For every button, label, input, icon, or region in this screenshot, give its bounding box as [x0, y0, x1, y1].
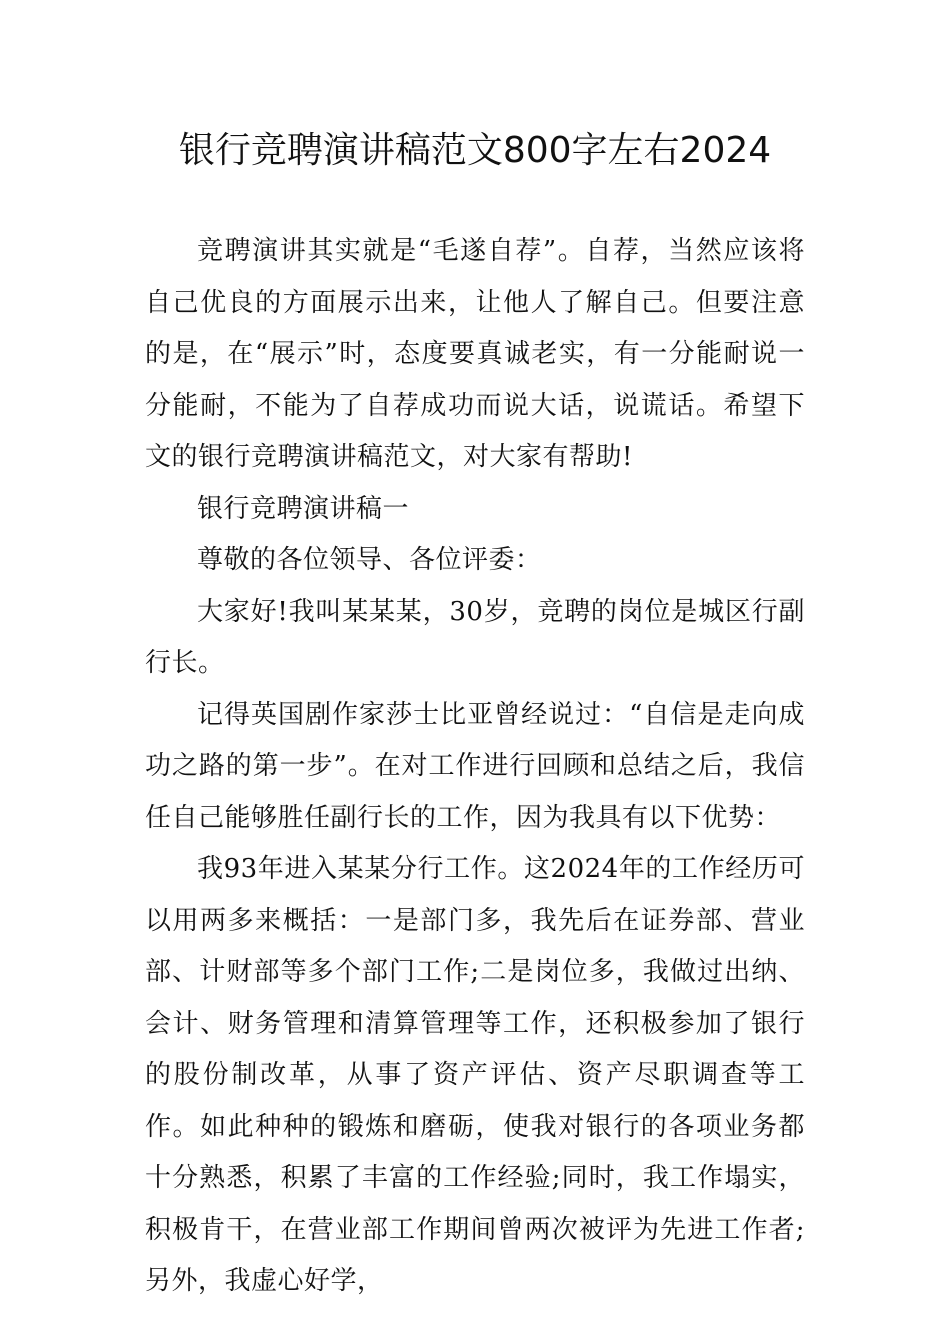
document-body	[145, 226, 805, 1308]
intro-paragraph: 竞聘演讲其实就是“毛遂自荐”。自荐，当然应该将自己优良的方面展示出来，让他人了解自己。但要注意的是，在“展示”时，态度要真诚老实，有一分能耐说一分能耐，不能为了自荐成功而说大话，说谎话。希望下文的银行竞聘演讲稿范文，对大家有帮助!	[145, 236, 805, 472]
quote-paragraph: 记得英国剧作家莎士比亚曾经说过：“自信是走向成功之路的第一步”。在对工作进行回顾和总结之后，我信任自己能够胜任副行长的工作，因为我具有以下优势：	[145, 699, 805, 833]
speech-heading: 银行竞聘演讲稿一	[197, 493, 410, 524]
document-title: 银行竞聘演讲稿范文800字左右2024	[178, 130, 772, 171]
experience-paragraph: 我93年进入某某分行工作。这2024年的工作经历可以用两多来概括：一是部门多，我先后在证券部、营业部、计财部等多个部门工作;二是岗位多，我做过出纳、会计、财务管理和清算管理等工作，还积极参加了银行的股份制改革，从事了资产评估、资产尽职调查等工作。如此种种的锻炼和磨砺，使我对银行的各项业务都十分熟悉，积累了丰富的工作经验;同时，我工作塌实，积极肯干，在营业部工作期间曾两次被评为先进工作者;另外，我虚心好学，	[145, 854, 805, 1296]
greeting-paragraph: 大家好!我叫某某某，30岁，竞聘的岗位是城区行副行长。	[145, 596, 805, 678]
salutation: 尊敬的各位领导、各位评委：	[197, 545, 542, 575]
